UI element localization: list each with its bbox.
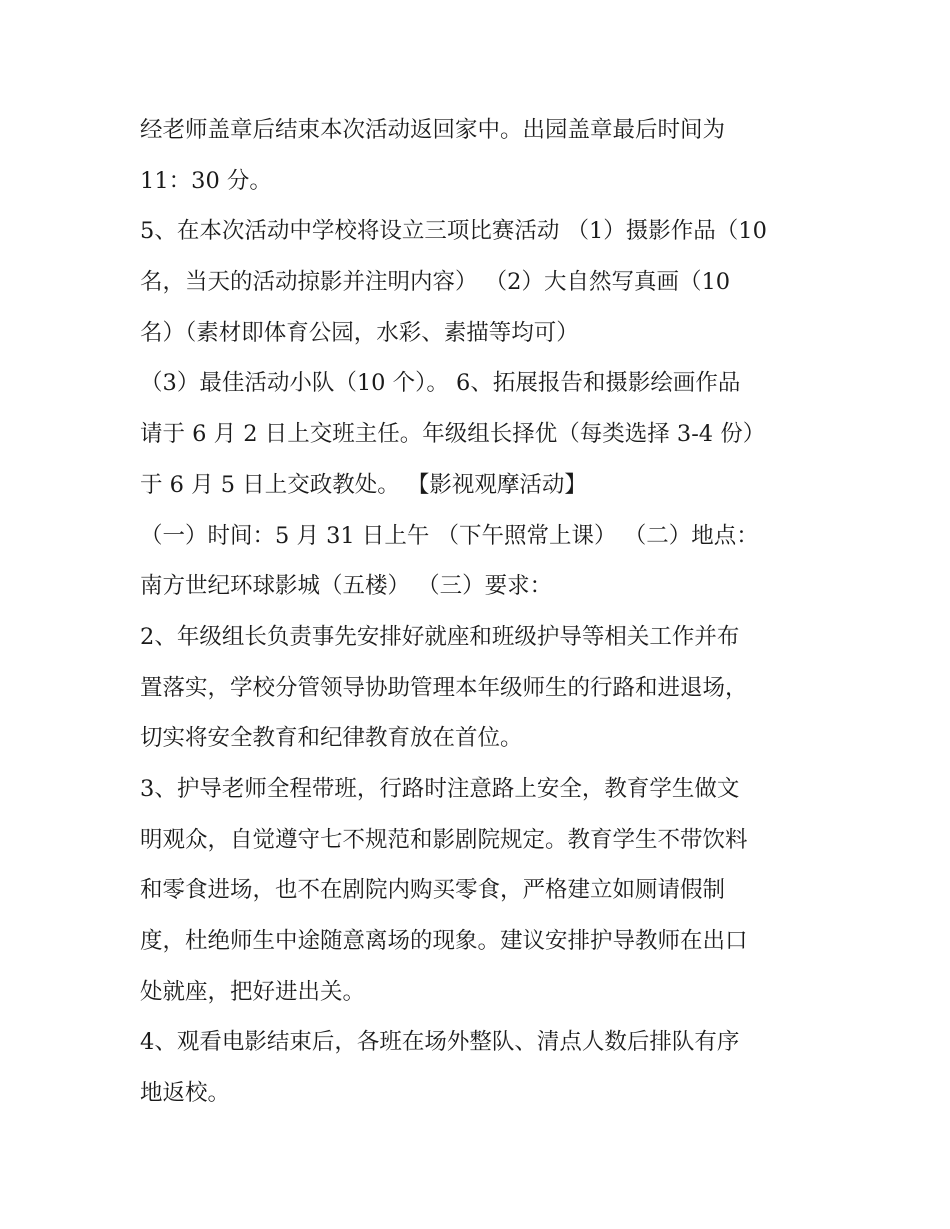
text-line: 2、年级组长负责事先安排好就座和班级护导等相关工作并布	[140, 623, 740, 650]
text-line: 度，杜绝师生中途随意离场的现象。建议安排护导教师在出口	[140, 928, 748, 954]
text-line: 切实将安全教育和纪律教育放在首位。	[140, 725, 523, 752]
text-line: 经老师盖章后结束本次活动返回家中。出园盖章最后时间为	[140, 117, 726, 143]
text-line: 11：30 分。	[140, 167, 272, 194]
text-line: 请于 6 月 2 日上交班主任。年级组长择优（每类选择 3-4 份）	[140, 421, 766, 448]
text-line: 4、观看电影结束后，各班在场外整队、清点人数后排队有序	[140, 1029, 740, 1056]
text-line: 于 6 月 5 日上交政教处。 【影视观摩活动】	[140, 471, 587, 498]
text-line: （一）时间：5 月 31 日上午 （下午照常上课） （二）地点：	[140, 522, 759, 549]
text-line: 5、在本次活动中学校将设立三项比赛活动 （1）摄影作品（10	[140, 218, 767, 245]
text-line: （3）最佳活动小队（10 个）。 6、拓展报告和摄影绘画作品	[140, 370, 741, 397]
text-line: 名，当天的活动掠影并注明内容） （2）大自然写真画（10	[140, 269, 731, 296]
text-line: 南方世纪环球影城（五楼） （三）要求：	[140, 573, 553, 600]
text-line: 地返校。	[140, 1080, 231, 1107]
text-line: 和零食进场，也不在剧院内购买零食，严格建立如厕请假制	[140, 877, 726, 904]
text-line: 置落实，学校分管领导协助管理本年级师生的行路和进退场，	[140, 674, 748, 701]
text-line: 3、护导老师全程带班，行路时注意路上安全，教育学生做文	[140, 775, 740, 802]
text-line: 明观众，自觉遵守七不规范和影剧院规定。教育学生不带饮料	[140, 826, 748, 853]
document-body-text	[140, 105, 830, 1119]
text-line: 名）（素材即体育公园，水彩、素描等均可）	[140, 319, 579, 346]
text-line: 处就座，把好进出关。	[140, 978, 366, 1005]
